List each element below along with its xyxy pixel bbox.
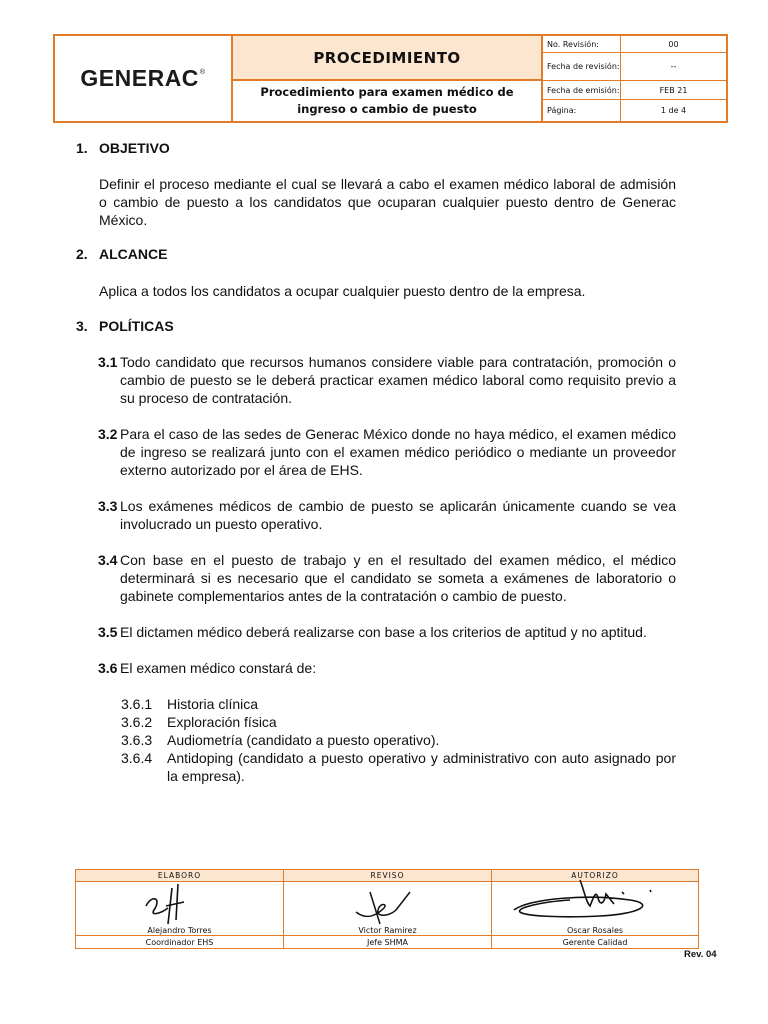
section-number: 2. bbox=[76, 246, 88, 262]
policy-item bbox=[98, 353, 676, 407]
meta-label-revision: No. Revisión: bbox=[543, 36, 621, 53]
policy-text: El dictamen médico deberá realizarse con base a los criterios de aptitud y no aptitud. bbox=[120, 624, 647, 640]
signer-role: Coordinador EHS bbox=[76, 935, 283, 948]
title-cell bbox=[233, 36, 543, 121]
section-heading-objetivo bbox=[76, 139, 676, 157]
signature-column-elaboro bbox=[76, 870, 284, 948]
policy-number: 3.4 bbox=[98, 552, 118, 568]
policy-number: 3.1 bbox=[98, 354, 118, 370]
meta-table bbox=[543, 36, 726, 121]
section-title: POLÍTICAS bbox=[99, 318, 174, 334]
signer-role: Gerente Calidad bbox=[492, 935, 698, 948]
section-title: OBJETIVO bbox=[99, 140, 170, 156]
signer-name: Victor Ramirez bbox=[358, 926, 417, 935]
signer-role: Jefe SHMA bbox=[284, 935, 491, 948]
policy-number: 3.2 bbox=[98, 426, 118, 442]
generac-logo bbox=[80, 65, 205, 92]
policy-item bbox=[98, 425, 676, 479]
meta-value-review-date: -- bbox=[621, 53, 726, 81]
meta-label-review-date: Fecha de revisión: bbox=[543, 53, 621, 81]
document-header bbox=[53, 34, 728, 123]
signature-table bbox=[75, 869, 699, 949]
exam-item-text: Exploración física bbox=[167, 714, 277, 730]
signature-column-autorizo bbox=[492, 870, 698, 948]
policy-text: Con base en el puesto de trabajo y en el resultado del examen médico, el médico determinará si es necesario que el candidato se someta a exámenes de laboratorio o gabinete complementarios antes de la contratación o cambio de puesto. bbox=[120, 552, 676, 604]
signature-image bbox=[138, 880, 198, 926]
logo-text: GENERAC bbox=[80, 65, 199, 91]
registered-mark: ® bbox=[199, 69, 206, 76]
signature-column-reviso bbox=[284, 870, 492, 948]
exam-item-text: Antidoping (candidato a puesto operativo y administrativo con auto asignado por la empresa). bbox=[167, 750, 676, 784]
policy-number: 3.3 bbox=[98, 498, 118, 514]
signature-heading: AUTORIZO bbox=[492, 870, 698, 882]
section-title: ALCANCE bbox=[99, 246, 168, 262]
policy-text: Todo candidato que recursos humanos considere viable para contratación, promoción o cambio de puesto se le deberá practicar examen médico laboral como requisito previo a su proceso de contratación. bbox=[120, 354, 676, 406]
exam-item-number: 3.6.3 bbox=[121, 732, 153, 748]
logo-cell bbox=[55, 36, 233, 121]
policy-text: El examen médico constará de: bbox=[120, 660, 317, 676]
section-number: 1. bbox=[76, 140, 88, 156]
policy-text: Los exámenes médicos de cambio de puesto se aplicarán únicamente cuando se vea involucrado un puesto operativo. bbox=[120, 498, 676, 532]
signature-area bbox=[76, 882, 283, 935]
exam-item bbox=[121, 731, 676, 749]
signature-image bbox=[350, 886, 420, 928]
exam-item-text: Audiometría (candidato a puesto operativo). bbox=[167, 732, 440, 748]
policy-item bbox=[98, 497, 676, 533]
signature-heading: ELABORO bbox=[76, 870, 283, 882]
meta-label-page: Página: bbox=[543, 100, 621, 121]
exam-item bbox=[121, 713, 676, 731]
section-heading-alcance bbox=[76, 245, 676, 263]
exam-item bbox=[121, 695, 676, 713]
meta-value-page: 1 de 4 bbox=[660, 106, 687, 115]
policy-item bbox=[98, 659, 676, 677]
exam-item bbox=[121, 749, 676, 785]
alcance-text: Aplica a todos los candidatos a ocupar cualquier puesto dentro de la empresa. bbox=[99, 283, 586, 299]
document-body bbox=[76, 139, 676, 785]
meta-value-revision: 00 bbox=[621, 36, 726, 53]
exam-item-number: 3.6.4 bbox=[121, 750, 153, 766]
signature-area bbox=[492, 882, 698, 935]
meta-label-issue-date: Fecha de emisión: bbox=[543, 81, 621, 100]
policy-item bbox=[98, 623, 676, 641]
signature-area bbox=[284, 882, 491, 935]
objetivo-text: Definir el proceso mediante el cual se llevará a cabo el examen médico laboral de admisión o cambio de puesto a los candidatos que ocuparan cualquier puesto dentro de Generac México. bbox=[99, 176, 676, 228]
revision-label: Rev. 04 bbox=[684, 949, 717, 960]
exam-item-text: Historia clínica bbox=[167, 696, 259, 712]
exam-item-number: 3.6.1 bbox=[121, 696, 153, 712]
policy-item bbox=[98, 551, 676, 605]
policy-number: 3.5 bbox=[98, 624, 118, 640]
exam-item-number: 3.6.2 bbox=[121, 714, 153, 730]
meta-value-issue-date: FEB 21 bbox=[621, 81, 726, 100]
policy-number: 3.6 bbox=[98, 660, 118, 676]
signer-name: Alejandro Torres bbox=[147, 926, 212, 935]
section-number: 3. bbox=[76, 318, 88, 334]
policy-text: Para el caso de las sedes de Generac México donde no haya médico, el examen médico de ingreso se realizará junto con el examen médico periódico o mediante un proveedor externo autorizado por el área de EHS. bbox=[120, 426, 676, 478]
doc-title: Procedimiento para examen médico de ingreso o cambio de puesto bbox=[260, 85, 514, 116]
section-heading-politicas bbox=[76, 317, 676, 335]
doc-type: PROCEDIMIENTO bbox=[233, 36, 541, 81]
signature-heading: REVISO bbox=[284, 870, 491, 882]
signer-name: Oscar Rosales bbox=[566, 926, 624, 935]
signature-image bbox=[510, 876, 660, 922]
